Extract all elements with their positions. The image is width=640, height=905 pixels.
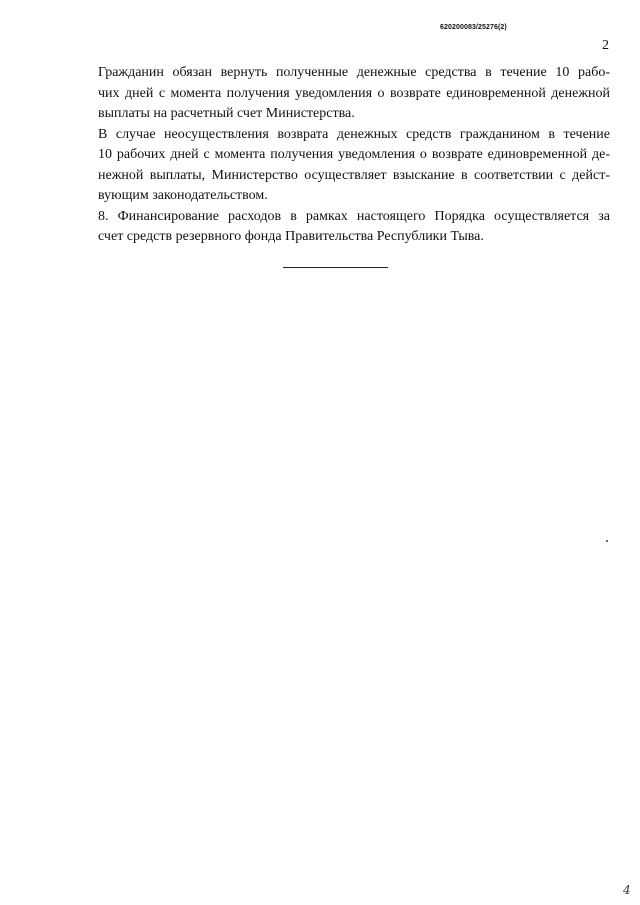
page-number: 2 [602,38,609,53]
document-body [61,63,610,248]
text-line: Гражданин обязан вернуть полученные денежные средства в течение 10 рабо- [98,65,610,80]
text-line: нежной выплаты, Министерство осуществляет взыскание в соответствии с дейст- [98,167,610,183]
scan-speck [606,540,608,542]
handwritten-corner-mark: 4 [623,883,631,897]
text-line: 8. Финансирование расходов в рамках настоящего Порядка осуществляется за [98,208,610,224]
text-line: чих дней с момента получения уведомления о возврате единовременной денежной [98,85,610,101]
text-line: выплаты на расчетный счет Министерства. [98,106,355,121]
text-line: вующим законодательством. [98,188,268,203]
end-of-text-rule [283,267,388,268]
paragraph-recovery [61,125,610,207]
document-code: 620200083/25276(2) [440,24,507,31]
paragraph-financing [61,207,610,248]
text-line: В случае неосуществления возврата денежных средств гражданином в течение [98,126,610,142]
text-line: счет средств резервного фонда Правительства Республики Тыва. [98,229,484,244]
text-line: 10 рабочих дней с момента получения уведомления о возврате единовременной де- [98,147,610,162]
paragraph-return-obligation [61,63,610,125]
